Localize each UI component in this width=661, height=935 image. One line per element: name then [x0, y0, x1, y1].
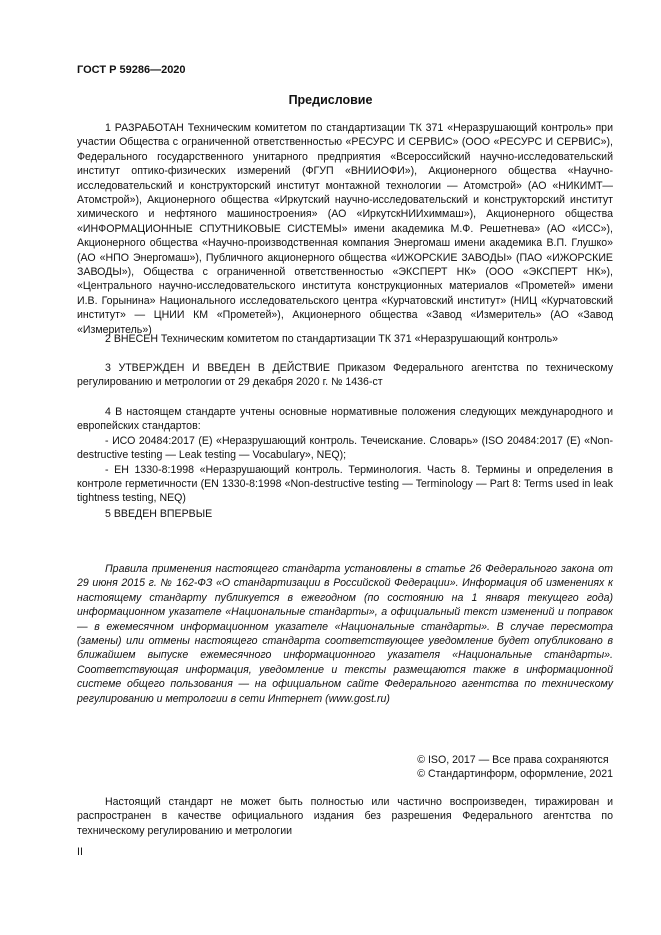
reproduction-text: Настоящий стандарт не может быть полностью или частично воспроизведен, тиражирован и распространен в качестве официального издания без разрешения Федерального агентства по техническому регулированию и метрологии [77, 796, 613, 837]
usage-notice [77, 562, 613, 706]
paragraph-introduced-by: 2 ВНЕСЕН Техническим комитетом по стандартизации ТК 371 «Неразрушающий контроль» [105, 333, 558, 345]
notice-text: Правила применения настоящего стандарта установлены в статье 26 Федерального закона от 29 июня 2015 г. № 162-ФЗ «О стандартизации в Российской Федерации». Информация об изменениях к настоящему стандарту публикуется в ежегодном (по состоянию на 1 января текущего года) информационном указателе «Национальные стандарты», а официальный текст изменений и поправок — в ежемесячном информационном указателе «Национальные стандарты». В случае пересмотра (замены) или отмены настоящего стандарта соответствующее уведомление будет опубликовано в ближайшем выпуске ежемесячного информационного указателя «Национальные стандарты». Соответствующая информация, уведомление и тексты размещаются также в информационной системе общего пользования — на официальном сайте Федерального агентства по техническому регулированию и метрологии в сети Интернет (www.gost.ru) [77, 563, 613, 705]
section-4 [77, 405, 613, 506]
page-number: II [77, 846, 83, 858]
reproduction-notice [77, 795, 613, 838]
paragraph-en-reference: - ЕН 1330-8:1998 «Неразрушающий контроль. Терминология. Часть 8. Термины и определения в контроле герметичности (EN 1330-8:1998 «Non-destructive testing — Terminology — Part 8: Terms used in leak tightness testing, NEQ) [77, 463, 613, 505]
page-title: Предисловие [288, 93, 373, 107]
section-3 [77, 361, 613, 390]
paragraph-standards-considered: 4 В настоящем стандарте учтены основные нормативные положения следующих международного и европейских стандартов: [77, 406, 613, 433]
paragraph-approved: 3 УТВЕРЖДЕН И ВВЕДЕН В ДЕЙСТВИЕ Приказом Федерального агентства по техническому регулированию и метрологии от 29 декабря 2020 г. № 1436-ст [77, 362, 613, 389]
copyright-standartinform: © Стандартинформ, оформление, 2021 [417, 768, 613, 781]
document-code: ГОСТ Р 59286—2020 [77, 64, 186, 76]
paragraph-developed-by: 1 РАЗРАБОТАН Техническим комитетом по стандартизации ТК 371 «Неразрушающий контроль» при участии Общества с ограниченной ответственностью «РЕСУРС И СЕРВИС» (ООО «РЕСУРС И СЕРВИС»), Федерального государственного унитарного предприятия «Всероссийский научно-исследовательский институт оптико-физических измерений (ФГУП «ВНИИОФИ»), Акционерного общества «Научно-исследовательский и конструкторский институт монтажной технологии — Атомстрой» (АО «НИКИМТ— Атомстрой»), Акционерного общества «Иркутский научно-исследовательский и конструкторский институт химического и нефтяного машиностроения» (АО «ИркутскНИИхиммаш»), Акционерного общества «ИНФОРМАЦИОННЫЕ СПУТНИКОВЫЕ СИСТЕМЫ» имени академика М.Ф. Решетнева» (АО «ИСС»), Акционерного общества «Научно-производственная компания Энергомаш имени академика В.П. Глушко» (АО «НПО Энергомаш»), Публичного акционерного общества «ИЖОРСКИЕ ЗАВОДЫ» (ПАО «ИЖОРСКИЕ ЗАВОДЫ»), Общества с ограниченной ответственностью «ЭКСПЕРТ НК» (ООО «ЭКСПЕРТ НК»), «Центрального научно-исследовательского института конструкционных материалов «Прометей» имени И.В. Горынина» Национального исследовательского центра «Курчатовский институт» (НИЦ «Курчатовский институт» — ЦНИИ КМ «Прометей»), Акционерного общества «Завод «Измеритель» (АО «Завод «Измеритель») [77, 122, 613, 336]
paragraph-iso-reference: - ИСО 20484:2017 (E) «Неразрушающий контроль. Течеискание. Словарь» (ISO 20484:2017 (E) «Non-destructive testing — Leak testing — Vocabulary», NEQ); [77, 434, 613, 462]
copyright-block [417, 753, 613, 782]
paragraph-first-introduced: 5 ВВЕДЕН ВПЕРВЫЕ [105, 508, 213, 520]
section-2 [77, 332, 613, 346]
copyright-iso: © ISO, 2017 — Все права сохраняются [417, 754, 609, 766]
section-1 [77, 121, 613, 337]
section-5 [77, 507, 613, 521]
